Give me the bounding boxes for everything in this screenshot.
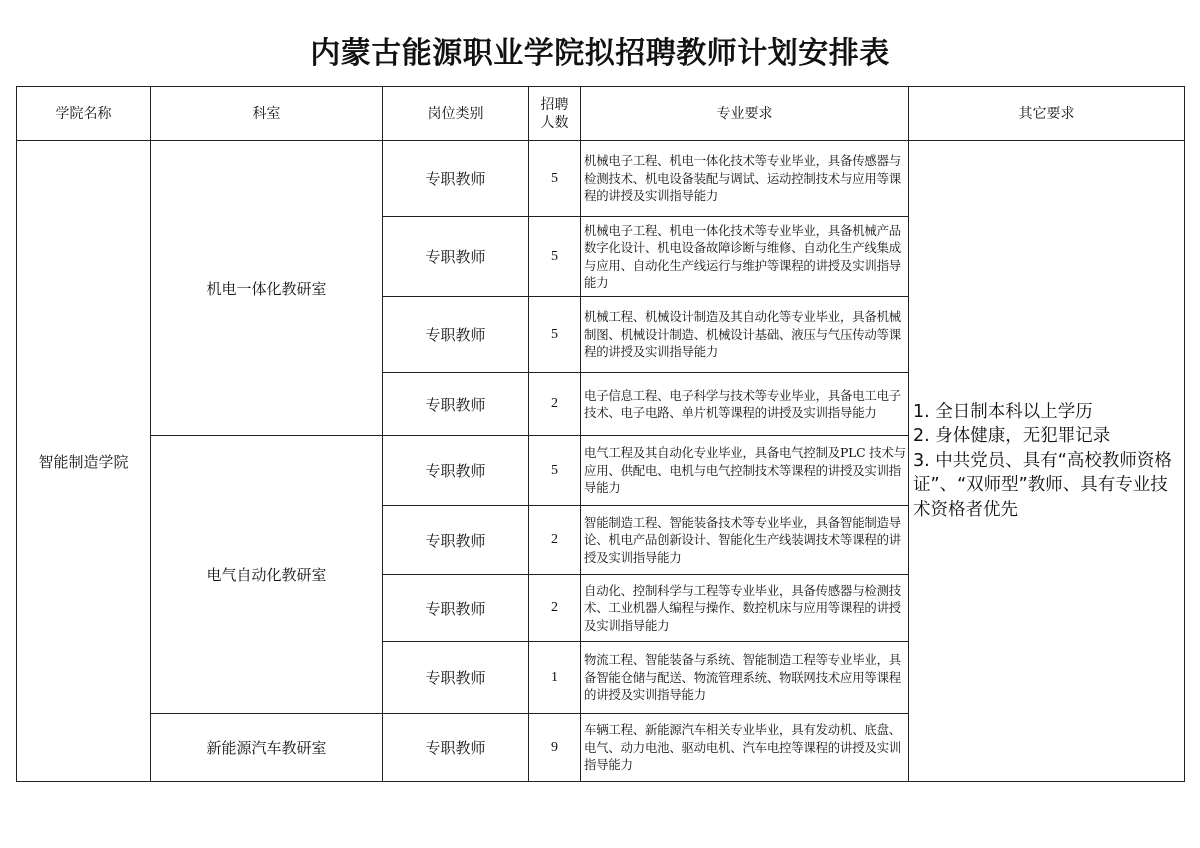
recruit-count: 5 — [529, 217, 581, 297]
post-type: 专职教师 — [383, 436, 529, 506]
dept-name: 电气自动化教研室 — [151, 436, 383, 714]
post-type: 专职教师 — [383, 575, 529, 642]
header-major-req: 专业要求 — [581, 87, 909, 141]
major-requirement: 智能制造工程、智能装备技术等专业毕业，具备智能制造导论、机电产品创新设计、智能化生产线装调技术等课程的讲授及实训指导能力 — [581, 506, 909, 575]
major-requirement: 电子信息工程、电子科学与技术等专业毕业，具备电工电子技术、电子电路、单片机等课程的讲授及实训指导能力 — [581, 373, 909, 436]
dept-name: 新能源汽车教研室 — [151, 714, 383, 782]
recruit-count: 1 — [529, 642, 581, 714]
recruit-count: 2 — [529, 506, 581, 575]
major-requirement: 自动化、控制科学与工程等专业毕业，具备传感器与检测技术、工业机器人编程与操作、数控机床与应用等课程的讲授及实训指导能力 — [581, 575, 909, 642]
table-header-row — [17, 87, 1185, 141]
major-requirement: 物流工程、智能装备与系统、智能制造工程等专业毕业，具备智能仓储与配送、物流管理系统、物联网技术应用等课程的讲授及实训指导能力 — [581, 642, 909, 714]
header-count-line2: 人数 — [540, 114, 569, 131]
college-name: 智能制造学院 — [17, 141, 151, 782]
major-requirement: 机械电子工程、机电一体化技术等专业毕业，具备机械产品数字化设计、机电设备故障诊断与维修、自动化生产线集成与应用、自动化生产线运行与维护等课程的讲授及实训指导能力 — [581, 217, 909, 297]
header-dept: 科室 — [151, 87, 383, 141]
other-requirement-item: 1. 全日制本科以上学历 — [913, 401, 1093, 422]
major-requirement: 机械工程、机械设计制造及其自动化等专业毕业，具备机械制图、机械设计制造、机械设计基础、液压与气压传动等课程的讲授及实训指导能力 — [581, 297, 909, 373]
page-title: 内蒙古能源职业学院拟招聘教师计划安排表 — [310, 36, 890, 71]
other-requirement-item: 3. 中共党员、具有“高校教师资格证”、“双师型”教师、具有专业技术资格者优先 — [913, 450, 1172, 520]
post-type: 专职教师 — [383, 141, 529, 217]
post-type: 专职教师 — [383, 506, 529, 575]
table-row — [17, 141, 1185, 217]
post-type: 专职教师 — [383, 217, 529, 297]
post-type: 专职教师 — [383, 714, 529, 782]
post-type: 专职教师 — [383, 297, 529, 373]
header-count-line1: 招聘 — [540, 96, 569, 113]
header-post-type: 岗位类别 — [383, 87, 529, 141]
major-requirement: 机械电子工程、机电一体化技术等专业毕业，具备传感器与检测技术、机电设备装配与调试、运动控制技术与应用等课程的讲授及实训指导能力 — [581, 141, 909, 217]
recruit-count: 5 — [529, 297, 581, 373]
header-college: 学院名称 — [17, 87, 151, 141]
dept-name: 机电一体化教研室 — [151, 141, 383, 436]
other-requirements — [909, 141, 1185, 782]
major-requirement: 车辆工程、新能源汽车相关专业毕业，具有发动机、底盘、电气、动力电池、驱动电机、汽车电控等课程的讲授及实训指导能力 — [581, 714, 909, 782]
recruit-count: 5 — [529, 141, 581, 217]
recruit-count: 2 — [529, 373, 581, 436]
post-type: 专职教师 — [383, 373, 529, 436]
recruit-count: 2 — [529, 575, 581, 642]
recruit-count: 9 — [529, 714, 581, 782]
post-type: 专职教师 — [383, 642, 529, 714]
other-requirement-item: 2. 身体健康，无犯罪记录 — [913, 426, 1111, 447]
header-count — [529, 87, 581, 141]
recruitment-plan-table — [16, 86, 1185, 782]
header-other-req: 其它要求 — [909, 87, 1185, 141]
major-requirement: 电气工程及其自动化专业毕业，具备电气控制及PLC 技术与应用、供配电、电机与电气控制技术等课程的讲授及实训指导能力 — [581, 436, 909, 506]
recruit-count: 5 — [529, 436, 581, 506]
